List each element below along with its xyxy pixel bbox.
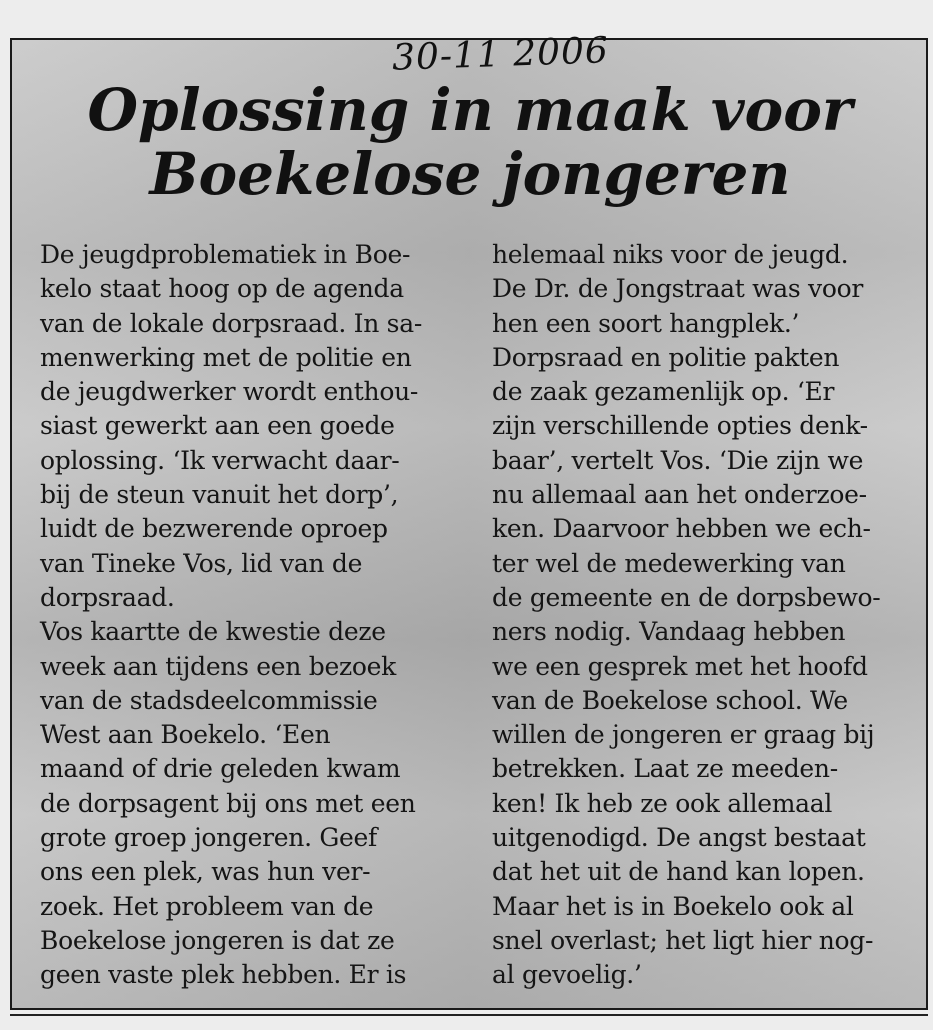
- article-line: De jeugdproblematiek in Boe-: [40, 240, 411, 269]
- article-line: de zaak gezamenlijk op. ‘Er: [492, 377, 835, 407]
- article-line: de gemeente en de dorpsbewo-: [492, 582, 881, 612]
- article-line: ons een plek, was hun ver-: [40, 857, 371, 887]
- article-line: helemaal niks voor de jeugd.: [492, 240, 849, 269]
- article-line: kelo staat hoog op de agenda: [40, 274, 404, 304]
- article-line: zijn verschillende opties denk-: [492, 411, 868, 441]
- headline: [20, 78, 920, 206]
- article-line: al gevoelig.’: [492, 960, 642, 990]
- article-line: van de lokale dorpsraad. In sa-: [40, 308, 422, 338]
- article-line: dorpsraad.: [40, 582, 175, 612]
- article-line: week aan tijdens een bezoek: [40, 651, 396, 681]
- article-line: Dorpsraad en politie pakten: [492, 342, 840, 372]
- article-column-right: [492, 238, 912, 993]
- article-line: van de Boekelose school. We: [492, 685, 848, 715]
- article-line: zoek. Het probleem van de: [40, 891, 374, 921]
- article-line: dat het uit de hand kan lopen.: [492, 857, 865, 887]
- article-line: menwerking met de politie en: [40, 342, 412, 372]
- article-line: ners nodig. Vandaag hebben: [492, 617, 846, 647]
- article-line: baar’, vertelt Vos. ‘Die zijn we: [492, 445, 864, 475]
- article-line: maand of drie geleden kwam: [40, 754, 401, 784]
- article-line: oplossing. ‘Ik verwacht daar-: [40, 445, 400, 475]
- bottom-rule: [10, 1014, 928, 1016]
- article-line: ter wel de medewerking van: [492, 548, 846, 578]
- article-line: West aan Boekelo. ‘Een: [40, 720, 331, 750]
- headline-line-1: Oplossing in maak voor: [87, 76, 853, 144]
- article-line: luidt de bezwerende oproep: [40, 514, 388, 544]
- article-line: bij de steun vanuit het dorp’,: [40, 480, 399, 510]
- article-line: we een gesprek met het hoofd: [492, 651, 868, 681]
- article-column-left: [40, 238, 460, 993]
- headline-line-2: Boekelose jongeren: [149, 140, 791, 208]
- article-line: betrekken. Laat ze meeden-: [492, 754, 838, 784]
- article-line: snel overlast; het ligt hier nog-: [492, 925, 874, 955]
- article-line: van Tineke Vos, lid van de: [40, 548, 363, 578]
- article-line: de dorpsagent bij ons met een: [40, 788, 416, 818]
- article-line: nu allemaal aan het onderzoe-: [492, 480, 867, 510]
- article-line: Maar het is in Boekelo ook al: [492, 891, 854, 921]
- article-line: hen een soort hangplek.’: [492, 308, 800, 338]
- article-line: ken! Ik heb ze ook allemaal: [492, 788, 833, 818]
- article-line: grote groep jongeren. Geef: [40, 823, 378, 853]
- article-line: de jeugdwerker wordt enthou-: [40, 377, 419, 407]
- article-line: uitgenodigd. De angst bestaat: [492, 823, 866, 853]
- article-line: willen de jongeren er graag bij: [492, 720, 875, 750]
- article-line: siast gewerkt aan een goede: [40, 411, 395, 441]
- article-line: van de stadsdeelcommissie: [40, 685, 378, 715]
- article-line: Boekelose jongeren is dat ze: [40, 925, 395, 955]
- article-line: ken. Daarvoor hebben we ech-: [492, 514, 871, 544]
- handwritten-date: 30-11 2006: [391, 30, 610, 79]
- article-line: Vos kaartte de kwestie deze: [40, 617, 386, 647]
- article-line: De Dr. de Jongstraat was voor: [492, 274, 864, 304]
- article-line: geen vaste plek hebben. Er is: [40, 960, 407, 990]
